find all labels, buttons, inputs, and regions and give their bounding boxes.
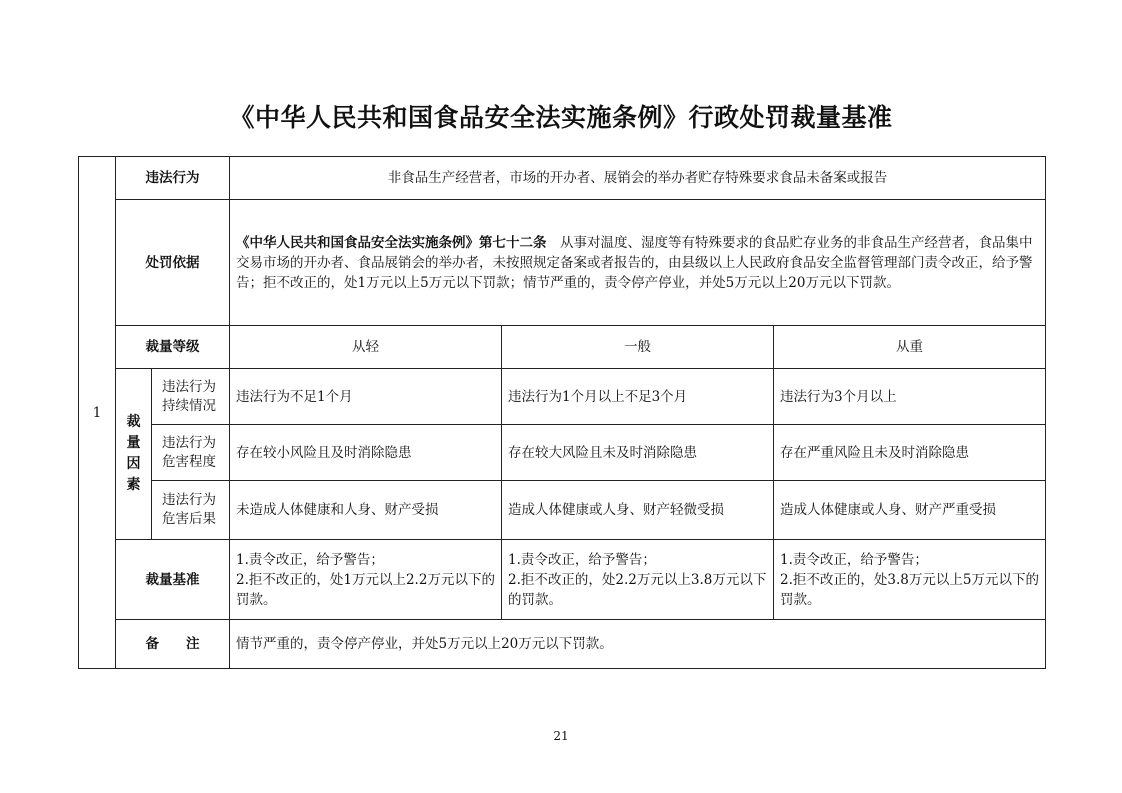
- violation-label: 违法行为: [116, 157, 230, 200]
- standard-heavy: 1.责令改正，给予警告； 2.拒不改正的，处3.8万元以上5万元以下的罚款。: [774, 540, 1046, 620]
- standard-normal: 1.责令改正，给予警告； 2.拒不改正的，处2.2万元以上3.8万元以下的罚款。: [502, 540, 774, 620]
- level-light: 从轻: [230, 326, 502, 369]
- factor-value: 存在严重风险且未及时消除隐患: [774, 425, 1046, 481]
- standard-row: [79, 540, 1046, 620]
- standard-label: 裁量基准: [116, 540, 230, 620]
- factor-name: 违法行为 持续情况: [152, 369, 230, 425]
- level-normal: 一般: [502, 326, 774, 369]
- remark-row: [79, 620, 1046, 669]
- basis-law-title: 《中华人民共和国食品安全法实施条例》第七十二条: [236, 234, 547, 251]
- factor-label-char: 量: [126, 435, 141, 451]
- factor-value: 违法行为3个月以上: [774, 369, 1046, 425]
- factor-group-label: [116, 369, 152, 540]
- remark-label: 备 注: [116, 620, 230, 669]
- basis-cell: [230, 200, 1046, 326]
- factor-label-char: 素: [126, 477, 141, 493]
- factor-label-char: 因: [126, 456, 141, 472]
- standard-light: 1.责令改正，给予警告； 2.拒不改正的，处1万元以上2.2万元以下的罚款。: [230, 540, 502, 620]
- basis-text: 从事对温度、湿度等有特殊要求的食品贮存业务的非食品生产经营者，食品集中交易市场的开办者、食品展销会的举办者，未按照规定备案或者报告的，由县级以上人民政府食品安全监督管理部门责令改正，给予警告；拒不改正的，处1万元以上5万元以下罚款；情节严重的，责令停产停业，并处5万元以上20万元以下罚款。: [236, 234, 1033, 291]
- factor-value: 违法行为1个月以上不足3个月: [502, 369, 774, 425]
- factor-name: 违法行为 危害程度: [152, 425, 230, 481]
- remark-text: 情节严重的，责令停产停业，并处5万元以上20万元以下罚款。: [230, 620, 1046, 669]
- page-number: 21: [553, 729, 569, 743]
- level-heavy: 从重: [774, 326, 1046, 369]
- sequence-number: 1: [79, 157, 116, 669]
- violation-row: [79, 157, 1046, 200]
- factor-name: 违法行为 危害后果: [152, 481, 230, 540]
- penalty-discretion-table: [78, 156, 1046, 669]
- factor-row: [79, 481, 1046, 540]
- factor-row: [79, 369, 1046, 425]
- factor-value: 造成人体健康或人身、财产轻微受损: [502, 481, 774, 540]
- factor-label-char: 裁: [126, 414, 141, 430]
- violation-text: 非食品生产经营者，市场的开办者、展销会的举办者贮存特殊要求食品未备案或报告: [230, 157, 1046, 200]
- factor-value: 违法行为不足1个月: [230, 369, 502, 425]
- basis-label: 处罚依据: [116, 200, 230, 326]
- factor-value: 存在较小风险且及时消除隐患: [230, 425, 502, 481]
- page-title: 《中华人民共和国食品安全法实施条例》行政处罚裁量基准: [229, 103, 893, 132]
- factor-row: [79, 425, 1046, 481]
- factor-value: 造成人体健康或人身、财产严重受损: [774, 481, 1046, 540]
- level-row: [79, 326, 1046, 369]
- level-label: 裁量等级: [116, 326, 230, 369]
- factor-value: 未造成人体健康和人身、财产受损: [230, 481, 502, 540]
- basis-row: [79, 200, 1046, 326]
- factor-value: 存在较大风险且未及时消除隐患: [502, 425, 774, 481]
